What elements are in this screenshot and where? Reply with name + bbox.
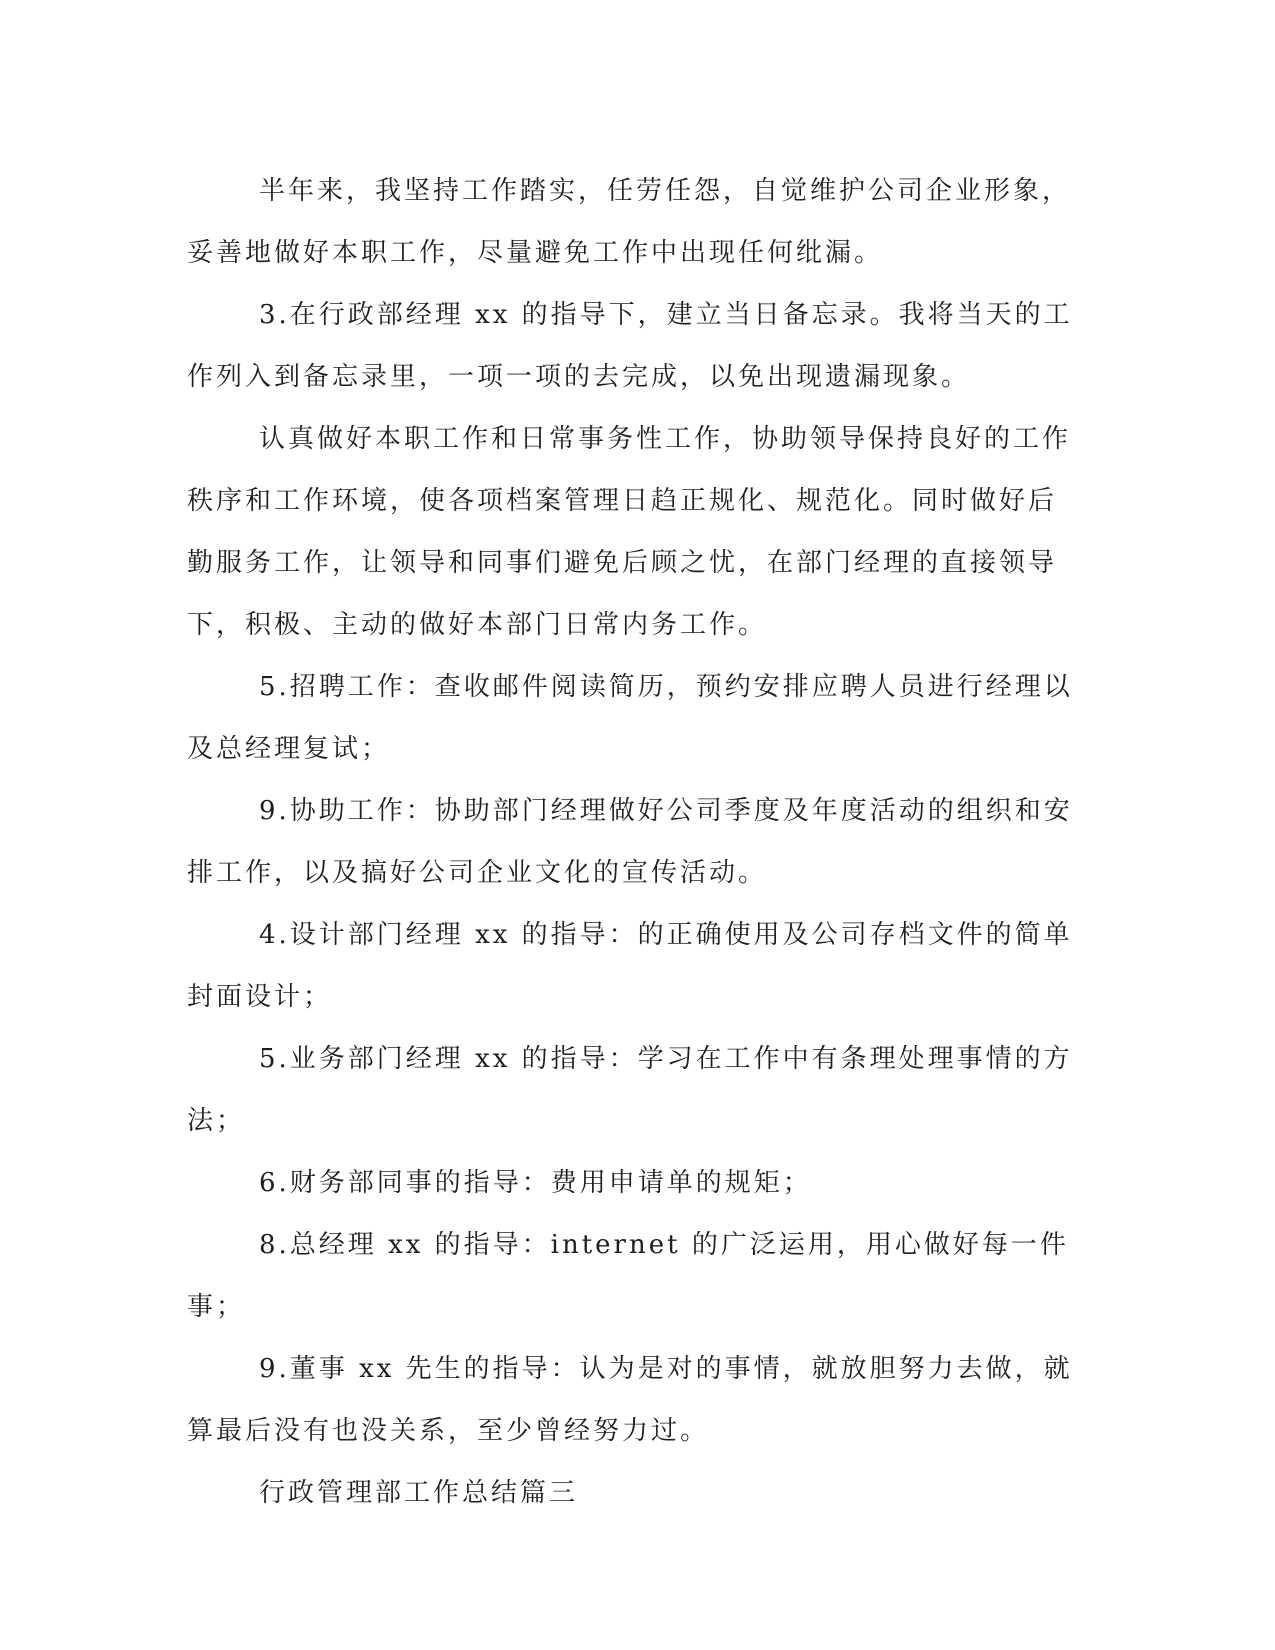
paragraph: 8.总经理 xx 的指导：internet 的广泛运用，用心做好每一件事；: [187, 1230, 1069, 1322]
document-body: [187, 160, 1082, 1524]
paragraph: 9.董事 xx 先生的指导：认为是对的事情，就放胆努力去做，就算最后没有也没关系，至少曾经努力过。: [187, 1354, 1073, 1446]
section-heading: 行政管理部工作总结篇三: [259, 1478, 579, 1508]
paragraph: 4.设计部门经理 xx 的指导：的正确使用及公司存档文件的简单封面设计；: [187, 920, 1073, 1012]
paragraph: 5.招聘工作：查收邮件阅读简历，预约安排应聘人员进行经理以及总经理复试；: [187, 672, 1073, 764]
paragraph: 9.协助工作：协助部门经理做好公司季度及年度活动的组织和安排工作，以及搞好公司企业文化的宣传活动。: [187, 796, 1073, 888]
paragraph: 6.财务部同事的指导：费用申请单的规矩；: [259, 1168, 812, 1198]
paragraph: 半年来，我坚持工作踏实，任劳任怨，自觉维护公司企业形象，妥善地做好本职工作，尽量避免工作中出现任何纰漏。: [187, 176, 1072, 268]
paragraph: 5.业务部门经理 xx 的指导：学习在工作中有条理处理事情的方法；: [187, 1044, 1073, 1136]
paragraph: 认真做好本职工作和日常事务性工作，协助领导保持良好的工作秩序和工作环境，使各项档案管理日趋正规化、规范化。同时做好后勤服务工作，让领导和同事们避免后顾之忧，在部门经理的直接领导下，积极、主动的做好本部门日常内务工作。: [187, 424, 1072, 640]
paragraph: 3.在行政部经理 xx 的指导下，建立当日备忘录。我将当天的工作列入到备忘录里，一项一项的去完成，以免出现遗漏现象。: [187, 300, 1073, 392]
